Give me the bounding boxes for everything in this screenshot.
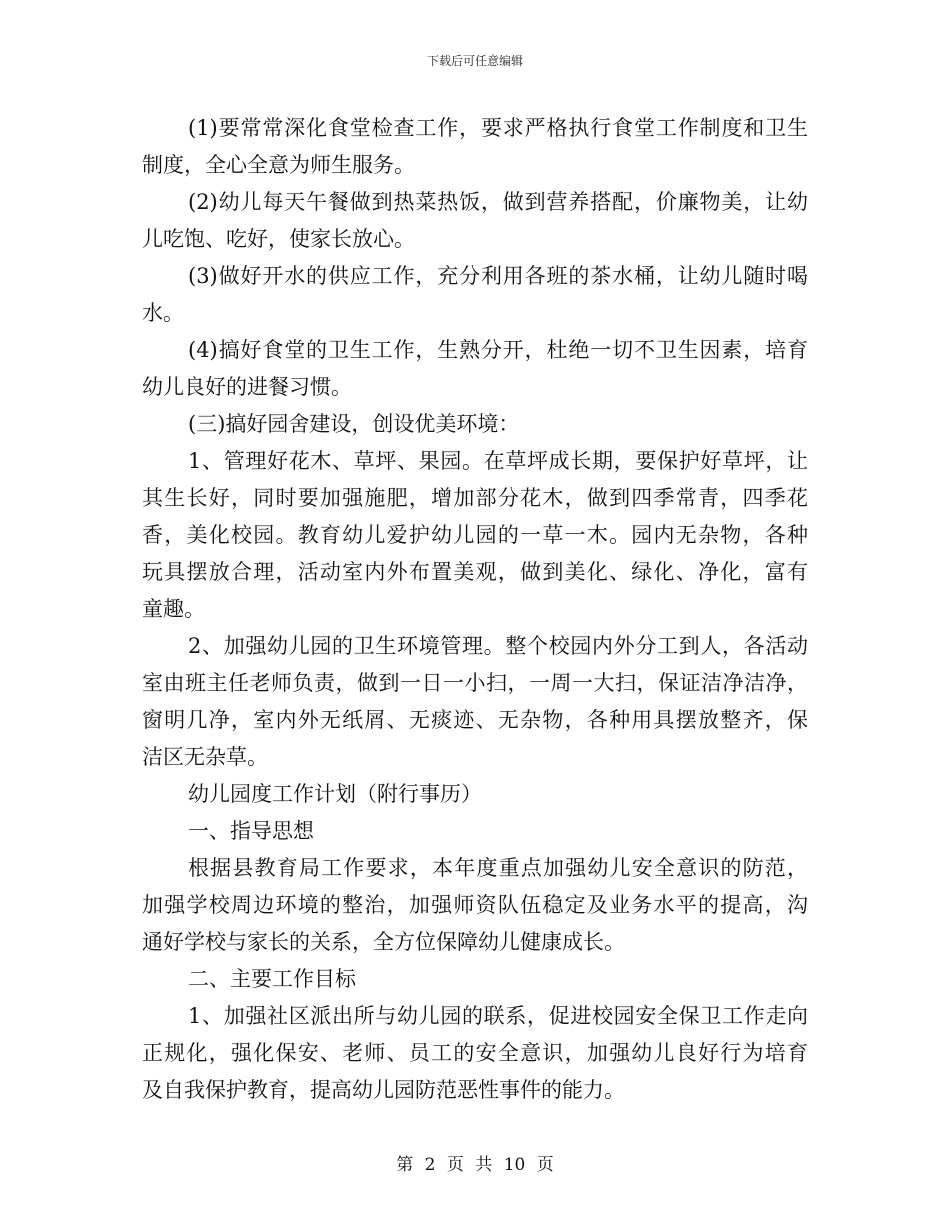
text-line: 1、加强社区派出所与幼儿园的联系，促进校园安全保卫工作走向: [188, 1004, 808, 1028]
paragraph: [142, 998, 808, 1109]
paragraph: [142, 628, 808, 776]
text-line: 窗明几净，室内外无纸屑、无痰迹、无杂物，各种用具摆放整齐，保: [142, 708, 808, 732]
text-line: 正规化，强化保安、老师、员工的安全意识，加强幼儿良好行为培育: [142, 1041, 808, 1065]
paragraph: [142, 850, 808, 961]
text-line: 1、管理好花木、草坪、果园。在草坪成长期，要保护好草坪，让: [188, 449, 808, 473]
paragraph: [142, 332, 808, 406]
paragraph: [142, 258, 808, 332]
paragraph: [142, 184, 808, 258]
text-line: 幼儿园度工作计划（附行事历）: [188, 782, 482, 806]
page-header-note: 下载后可任意编辑: [426, 54, 523, 68]
text-line: 室由班主任老师负责，做到一日一小扫，一周一大扫，保证洁净洁净，: [142, 671, 808, 695]
text-line: (1)要常常深化食堂检查工作，要求严格执行食堂工作制度和卫生: [188, 116, 808, 140]
section-heading: [142, 813, 808, 850]
text-line: (4)搞好食堂的卫生工作，生熟分开，杜绝一切不卫生因素，培育: [188, 338, 808, 362]
text-line: 玩具摆放合理，活动室内外布置美观，做到美化、绿化、净化，富有: [142, 560, 808, 584]
text-line: 其生长好，同时要加强施肥，增加部分花木，做到四季常青，四季花: [142, 486, 808, 510]
text-line: (三)搞好园舍建设，创设优美环境：: [188, 412, 520, 436]
text-line: 加强学校周边环境的整治，加强师资队伍稳定及业务水平的提高，沟: [142, 893, 808, 917]
text-line: 一、指导思想: [188, 819, 314, 843]
section-heading: [142, 406, 808, 443]
text-line: 水。: [142, 301, 184, 325]
paragraph: [142, 110, 808, 184]
text-line: 制度，全心全意为师生服务。: [142, 153, 415, 177]
paragraph: [142, 443, 808, 628]
document-title: [142, 776, 808, 813]
text-line: 童趣。: [142, 597, 205, 621]
text-line: 及自我保护教育，提高幼儿园防范恶性事件的能力。: [142, 1078, 625, 1102]
text-line: 幼儿良好的进餐习惯。: [142, 375, 352, 399]
page-number: 第 2 页 共 10 页: [396, 1155, 554, 1175]
text-line: (2)幼儿每天午餐做到热菜热饭，做到营养搭配，价廉物美，让幼: [188, 190, 808, 214]
text-line: 香，美化校园。教育幼儿爱护幼儿园的一草一木。园内无杂物，各种: [142, 523, 808, 547]
text-line: 2、加强幼儿园的卫生环境管理。整个校园内外分工到人，各活动: [188, 634, 808, 658]
document-body: [142, 110, 808, 1109]
text-line: 通好学校与家长的关系，全方位保障幼儿健康成长。: [142, 930, 625, 954]
text-line: 根据县教育局工作要求，本年度重点加强幼儿安全意识的防范，: [188, 856, 808, 880]
text-line: 儿吃饱、吃好，使家长放心。: [142, 227, 415, 251]
text-line: (3)做好开水的供应工作，充分利用各班的茶水桶，让幼儿随时喝: [188, 264, 808, 288]
text-line: 洁区无杂草。: [142, 745, 268, 769]
text-line: 二、主要工作目标: [188, 967, 356, 991]
section-heading: [142, 961, 808, 998]
